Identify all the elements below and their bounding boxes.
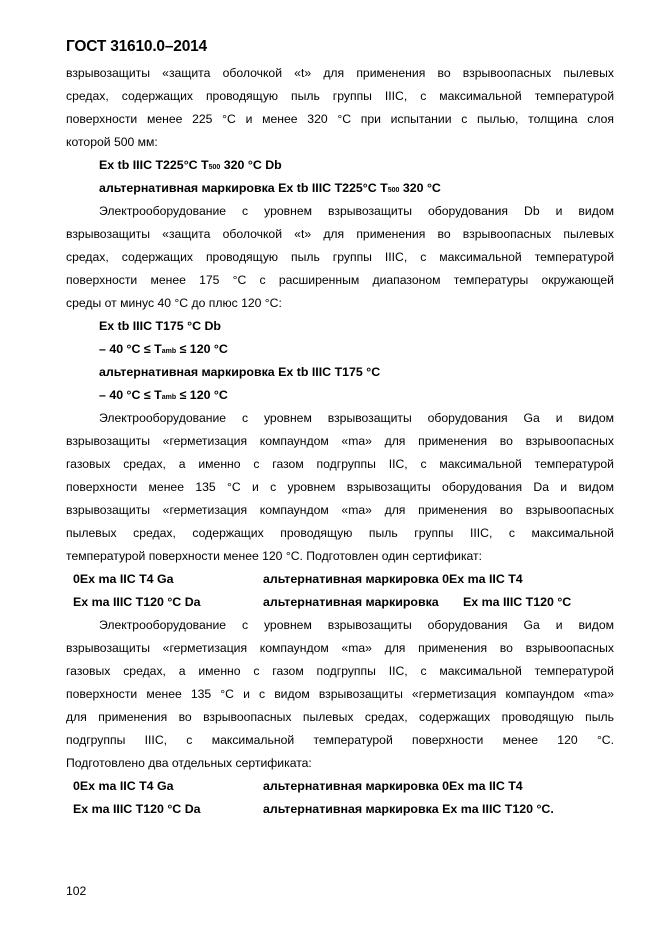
- marking-line: [66, 384, 614, 407]
- marking-alternative: альтернативная маркировка: [263, 595, 439, 609]
- document-body: [66, 62, 614, 821]
- marking-alternative: альтернативная маркировка Ex ma IIIC T120 °C.: [263, 802, 554, 816]
- text-line: Электрооборудование с уровнем взрывозащиты оборудования Ga и видом: [99, 411, 614, 425]
- marking-text: ≤ 120 °C: [176, 388, 228, 402]
- text-line: среды от минус 40 °С до плюс 120 °С:: [66, 296, 282, 310]
- marking-primary: 0Ex ma IIC T4 Ga: [73, 572, 174, 586]
- text-line: которой 500 мм:: [66, 135, 158, 149]
- marking-alternative: альтернативная маркировка 0Ex ma IIC T4: [263, 572, 523, 586]
- document-header-title: ГОСТ 31610.0–2014: [66, 38, 207, 55]
- text-line: подгруппы IIIC, с максимальной температурой поверхности менее 120 °С.: [66, 733, 614, 747]
- marking-text: альтернативная маркировка Ex tb IIIC T175 °C: [99, 365, 381, 379]
- text-line: поверхности менее 175 °С с расширенным диапазоном температуры окружающей: [66, 273, 614, 287]
- text-line: поверхности менее 135 °С и с видом взрывозащиты «герметизация компаундом «ma»: [66, 687, 614, 701]
- marking-text: – 40 °C ≤ T: [99, 388, 162, 402]
- text-line: взрывозащиты «герметизация компаундом «ma» для применения во взрывоопасных: [66, 434, 614, 448]
- marking-subscript: amb: [161, 348, 177, 355]
- text-line: взрывозащиты «герметизация компаундом «ma» для применения во взрывоопасных: [66, 503, 614, 517]
- marking-alternative: альтернативная маркировка 0Ex ma IIC T4: [263, 779, 523, 793]
- marking-pair-row: [66, 568, 614, 591]
- text-line: Электрооборудование с уровнем взрывозащиты оборудования Ga и видом: [99, 618, 614, 632]
- text-line: Электрооборудование с уровнем взрывозащиты оборудования Db и видом: [99, 204, 614, 218]
- text-line: Подготовлено два отдельных сертификата:: [66, 756, 312, 770]
- marking-pair-row: [66, 775, 614, 798]
- text-line: взрывозащиты «герметизация компаундом «ma» для применения во взрывоопасных: [66, 641, 614, 655]
- text-line: газовых средах, а именно с газом подгруппы IIC, с максимальной температурой: [66, 664, 614, 678]
- marking-line: [66, 154, 614, 177]
- marking-primary: 0Ex ma IIC T4 Ga: [73, 779, 174, 793]
- marking-line: [66, 177, 614, 200]
- marking-text: альтернативная маркировка Ex tb IIIC T225°C T: [99, 181, 388, 195]
- marking-subscript: 500: [208, 164, 221, 171]
- marking-alternative-value: Ex ma IIIC T120 °C: [463, 595, 572, 609]
- marking-subscript: 500: [387, 187, 400, 194]
- marking-subscript: amb: [161, 394, 177, 401]
- marking-text: Ex tb IIIC T175 °C Db: [99, 319, 222, 333]
- marking-line: [66, 338, 614, 361]
- text-line: поверхности менее 225 °С и менее 320 °С при испытании с пылью, толщина слоя: [66, 112, 614, 126]
- marking-text: – 40 °C ≤ T: [99, 342, 162, 356]
- marking-line: [66, 315, 614, 338]
- text-line: взрывозащиты «защита оболочкой «t» для применения во взрывоопасных пылевых: [66, 227, 614, 241]
- text-line: пылевых средах, содержащих проводящую пыль группы IIIC, с максимальной: [66, 526, 614, 540]
- marking-text: Ex tb IIIC T225°C T: [99, 158, 209, 172]
- marking-line: [66, 361, 614, 384]
- text-line: для применения во взрывоопасных пылевых средах, содержащих проводящую пыль: [66, 710, 614, 724]
- text-line: поверхности менее 135 °С и с уровнем взрывозащиты оборудования Da и видом: [66, 480, 614, 494]
- marking-primary: Ex ma IIIC T120 °C Da: [73, 595, 201, 609]
- marking-pair-row: [66, 798, 614, 821]
- marking-text: ≤ 120 °C: [176, 342, 228, 356]
- marking-primary: Ex ma IIIC T120 °C Da: [73, 802, 201, 816]
- text-line: средах, содержащих проводящую пыль группы IIIC, с максимальной температурой: [66, 250, 614, 264]
- text-line: взрывозащиты «защита оболочкой «t» для применения во взрывоопасных пылевых: [66, 66, 614, 80]
- marking-pair-row: [66, 591, 614, 614]
- text-line: температурой поверхности менее 120 °С. Подготовлен один сертификат:: [66, 549, 483, 563]
- marking-text: 320 °C Db: [220, 158, 282, 172]
- text-line: средах, содержащих проводящую пыль группы IIIC, с максимальной температурой: [66, 89, 614, 103]
- page-number: 102: [66, 884, 87, 898]
- text-line: газовых средах, а именно с газом подгруппы IIC, с максимальной температурой: [66, 457, 614, 471]
- marking-text: 320 °C: [399, 181, 441, 195]
